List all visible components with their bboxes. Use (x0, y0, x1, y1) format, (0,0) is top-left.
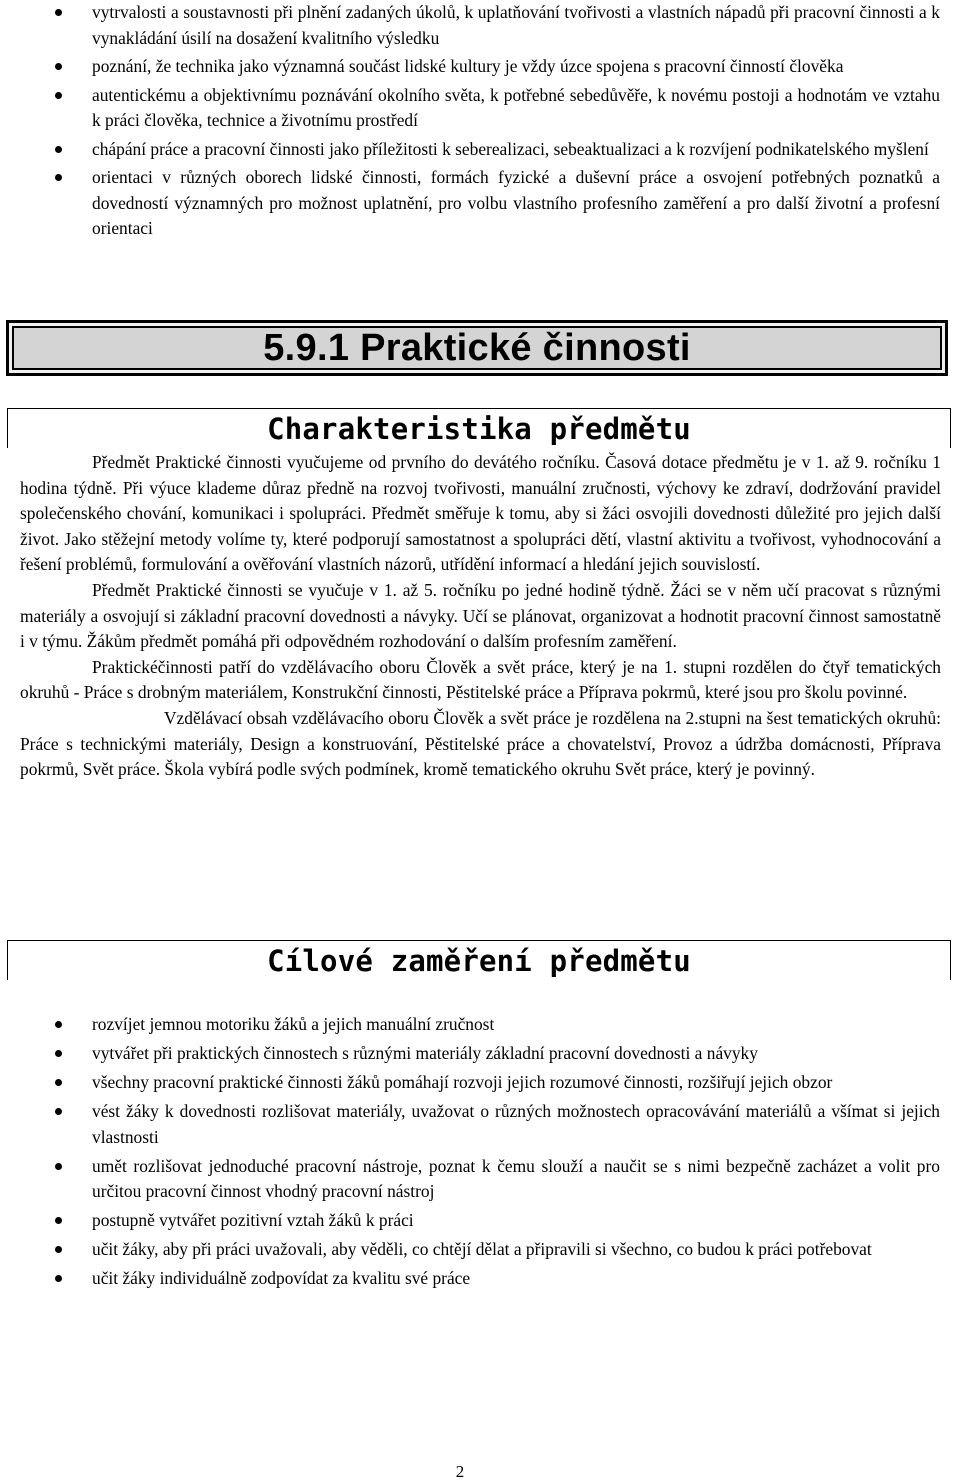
chapter-title-box (6, 320, 948, 376)
chapter-title: 5.9.1 Praktické činnosti (263, 326, 691, 369)
list-item: poznání, že technika jako významná součást lidské kultury je vždy úzce spojena s pracovní činností člověka (0, 54, 960, 80)
paragraph: Předmět Praktické činnosti se vyučuje v 1. až 5. ročníku po jedné hodině týdně. Žáci se v něm učí pracovat s různými materiály a osvojují si základní pracovní dovednosti a návyky. Učí se plánovat, organizovat a hodnotit pracovní činnost samostatně i v týmu. Žákům předmět pomáhá při odpovědném rozhodování o dalším profesním zaměření. (20, 579, 941, 652)
list-item: všechny pracovní praktické činnosti žáků pomáhají rozvoji jejich rozumové činnosti, rozšiřují jejich obzor (0, 1070, 960, 1096)
section-title: Charakteristika předmětu (267, 412, 691, 446)
goal-bullet-list (0, 1012, 960, 1295)
list-item: autentickému a objektivnímu poznávání okolního světa, k potřebné sebedůvěře, k novému postoji a hodnotám ve vztahu k práci člověka, technice a životnímu prostředí (0, 83, 960, 134)
paragraph: Předmět Praktické činnosti vyučujeme od prvního do devátého ročníku. Časová dotace předmětu je v 1. až 9. ročníku 1 hodina týdně. Při výuce klademe důraz předně na rozvoj tvořivosti, manuální zručnosti, výchovy ke zdraví, dodržování pravidel společenského chování, komunikaci i spolupráci. Předmět směřuje k tomu, aby si žáci osvojili dovednosti důležité pro jejich další život. Jako stěžejní metody volíme ty, které podporují samostatnost a spolupráci dětí, vlastní aktivitu a tvořivost, vyhodnocování a řešení problémů, formulování a ověřování vlastních názorů, utřídění informací a hledání jejich souvislostí. (20, 452, 941, 575)
list-item: postupně vytvářet pozitivní vztah žáků k práci (0, 1208, 960, 1234)
paragraph: Vzdělávací obsah vzdělávacího oboru Člověk a svět práce je rozdělena na 2.stupni na šest tematických okruhů: Práce s technickými materiály, Design a konstruování, Pěstitelské práce a chovatelství, Provoz a údržba domácnosti, Příprava pokrmů, Svět práce. Škola vybírá podle svých podmínek, kromě tematického okruhu Svět práce, který je povinný. (20, 707, 941, 780)
list-item: učit žáky, aby při práci uvažovali, aby věděli, co chtějí dělat a připravili si všechno, co budou k práci potřebovat (0, 1237, 960, 1263)
characteristics-body (20, 450, 941, 783)
list-item: orientaci v různých oborech lidské činnosti, formách fyzické a duševní práce a osvojení potřebných poznatků a dovedností významných pro možnost uplatnění, pro volbu vlastního profesního zaměření a pro další životní a profesní orientaci (0, 165, 960, 242)
list-item: chápání práce a pracovní činnosti jako příležitosti k seberealizaci, sebeaktualizaci a k rozvíjení podnikatelského myšlení (0, 137, 960, 163)
top-bullet-list (0, 0, 960, 245)
list-item: vytrvalosti a soustavnosti při plnění zadaných úkolů, k uplatňování tvořivosti a vlastních nápadů při pracovní činnosti a k vynakládání úsilí na dosažení kvalitního výsledku (0, 0, 960, 51)
section-heading-characteristics (7, 408, 951, 448)
page-number: 2 (455, 1462, 465, 1481)
list-item: učit žáky individuálně zodpovídat za kvalitu své práce (0, 1266, 960, 1292)
paragraph: Praktickéčinnosti patří do vzdělávacího oboru Člověk a svět práce, který je na 1. stupni rozdělen do čtyř tematických okruhů - Práce s drobným materiálem, Konstrukční činnosti, Pěstitelské práce a Příprava pokrmů, které jsou pro školu povinné. (20, 656, 941, 703)
list-item: vytvářet při praktických činnostech s různými materiály základní pracovní dovednosti a návyky (0, 1041, 960, 1067)
section-heading-goals (7, 940, 951, 980)
list-item: umět rozlišovat jednoduché pracovní nástroje, poznat k čemu slouží a naučit se s nimi bezpečně zacházet a volit pro určitou pracovní činnost vhodný pracovní nástroj (0, 1154, 960, 1205)
list-item: rozvíjet jemnou motoriku žáků a jejich manuální zručnost (0, 1012, 960, 1038)
section-title: Cílové zaměření předmětu (267, 944, 691, 978)
list-item: vést žáky k dovednosti rozlišovat materiály, uvažovat o různých možnostech opracovávání materiálů a všímat si jejich vlastnosti (0, 1099, 960, 1150)
